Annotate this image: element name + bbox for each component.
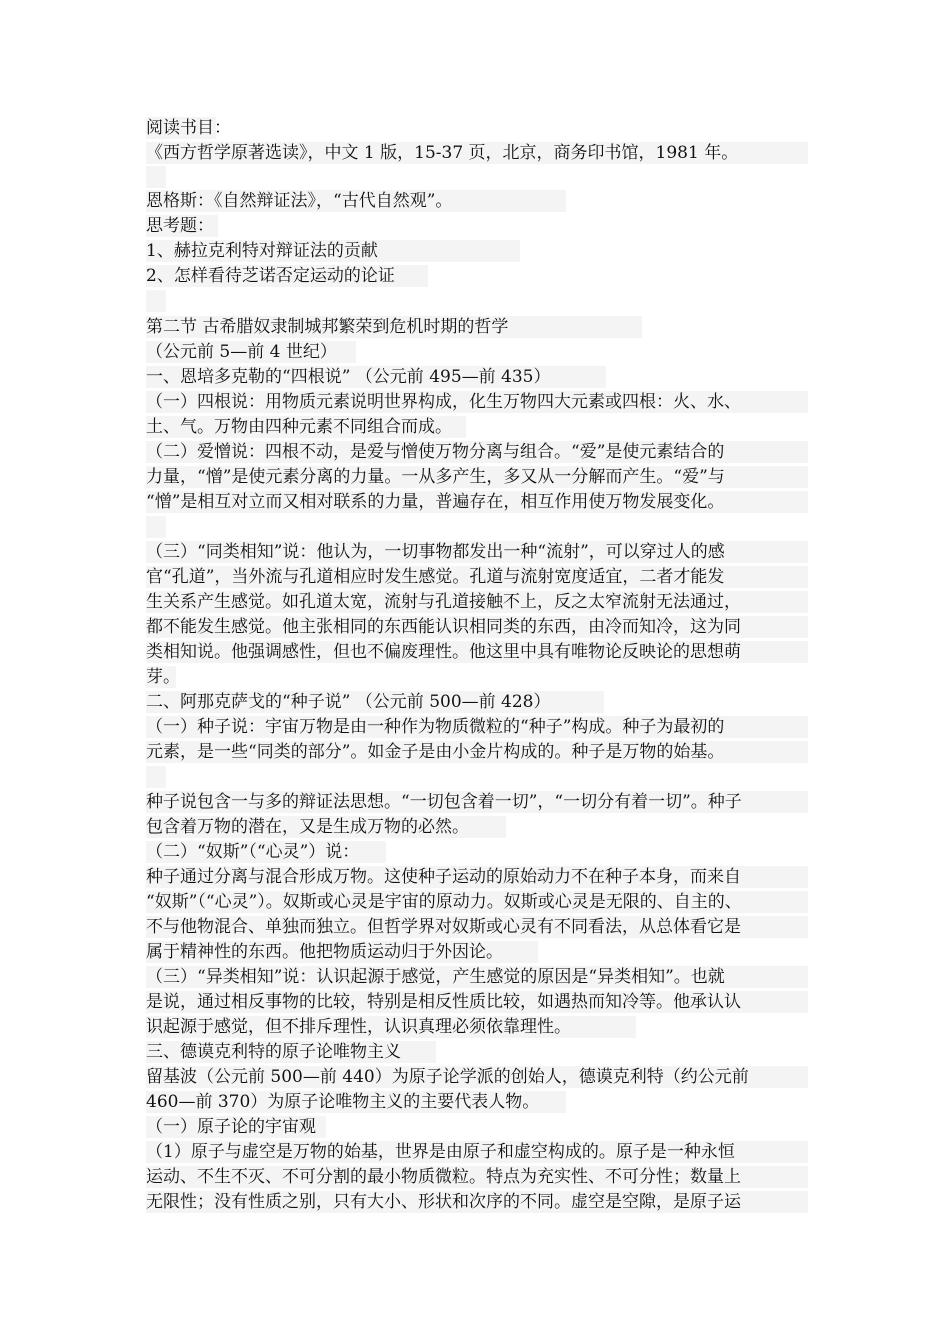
paragraph-line: 力量，“憎”是使元素分离的力量。一从多产生，多又从一分解而产生。“爱”与 [146,466,808,488]
paragraph-line: 运动、不生不灭、不可分割的最小物质微粒。特点为充实性、不可分性；数量上 [146,1166,808,1188]
reading-item-1: 《西方哲学原著选读》，中文 1 版，15-37 页，北京，商务印书馆，1981 年。 [146,142,808,164]
paragraph-line: （1）原子与虚空是万物的始基，世界是由原子和虚空构成的。原子是一种永恒 [146,1141,808,1163]
reading-item-2: 恩格斯：《自然辩证法》，“古代自然观”。 [146,190,566,212]
reading-list-heading: 阅读书目： [146,118,231,138]
paragraph-line: 包含着万物的潜在，又是生成万物的必然。 [146,816,506,838]
question-1: 1、赫拉克利特对辩证法的贡献 [146,240,520,262]
blank-line [146,766,166,788]
paragraph-line: （二）“奴斯”（“心灵”）说： [146,841,386,863]
paragraph-line: 种子说包含一与多的辩证法思想。“一切包含着一切”，“一切分有着一切”。种子 [146,791,808,813]
paragraph-line: 类相知说。他强调感性，但也不偏废理性。他这里中具有唯物论反映论的思想萌 [146,641,808,663]
paragraph-line: （二）爱憎说：四根不动，是爱与憎使万物分离与组合。“爱”是使元素结合的 [146,441,808,463]
paragraph-line: 无限性；没有性质之别，只有大小、形状和次序的不同。虚空是空隙，是原子运 [146,1191,808,1213]
paragraph-line: 留基波（公元前 500—前 440）为原子论学派的创始人，德谟克利特（约公元前 [146,1066,808,1088]
paragraph-line: 460—前 370）为原子论唯物主义的主要代表人物。 [146,1091,566,1113]
subheading-atomism: （一）原子论的宇宙观 [146,1116,326,1138]
heading-democritus: 三、德谟克利特的原子论唯物主义 [146,1041,436,1063]
heading-anaxagoras: 二、阿那克萨戈的“种子说” （公元前 500—前 428） [146,691,604,713]
section-period: （公元前 5—前 4 世纪） [146,341,356,363]
section-title: 第二节 古希腊奴隶制城邦繁荣到危机时期的哲学 [146,316,642,338]
paragraph-line: （三）“同类相知”说：他认为，一切事物都发出一种“流射”，可以穿过人的感 [146,541,808,563]
paragraph-line: （三）“异类相知”说：认识起源于感觉，产生感觉的原因是“异类相知”。也就 [146,966,808,988]
paragraph-line: 属于精神性的东西。他把物质运动归于外因论。 [146,941,538,963]
paragraph-line: 官“孔道”，当外流与孔道相应时发生感觉。孔道与流射宽度适宜，二者才能发 [146,566,808,588]
paragraph-line: 芽。 [146,667,180,687]
paragraph-line: （一）种子说：宇宙万物是由一种作为物质微粒的“种子”构成。种子为最初的 [146,716,808,738]
question-2: 2、怎样看待芝诺否定运动的论证 [146,265,428,287]
paragraph-line: “憎”是相互对立而又相对联系的力量，普遍存在，相互作用使万物发展变化。 [146,491,808,513]
paragraph-line: 土、气。万物由四种元素不同组合而成。 [146,416,466,438]
paragraph-line: “奴斯”（“心灵”）。奴斯或心灵是宇宙的原动力。奴斯或心灵是无限的、自主的、 [146,891,808,913]
paragraph-line: 不与他物混合、单独而独立。但哲学界对奴斯或心灵有不同看法，从总体看它是 [146,916,808,938]
paragraph-line: 识起源于感觉，但不排斥理性，认识真理必须依靠理性。 [146,1016,636,1038]
blank-line [146,516,166,538]
paragraph-line: （一）四根说：用物质元素说明世界构成，化生万物四大元素或四根：火、水、 [146,391,808,413]
paragraph-line: 都不能发生感觉。他主张相同的东西能认识相同类的东西，由冷而知冷，这为同 [146,616,808,638]
heading-empedocles: 一、恩培多克勒的“四根说” （公元前 495—前 435） [146,366,606,388]
blank-line [146,166,166,188]
paragraph-line: 是说，通过相反事物的比较，特别是相反性质比较，如遇热而知冷等。他承认认 [146,991,808,1013]
paragraph-line: 种子通过分离与混合形成万物。这使种子运动的原始动力不在种子本身，而来自 [146,866,808,888]
blank-line [146,290,166,312]
paragraph-line: 生关系产生感觉。如孔道太宽，流射与孔道接触不上，反之太窄流射无法通过， [146,591,808,613]
questions-heading: 思考题： [146,215,218,237]
paragraph-line: 元素，是一些“同类的部分”。如金子是由小金片构成的。种子是万物的始基。 [146,741,808,763]
